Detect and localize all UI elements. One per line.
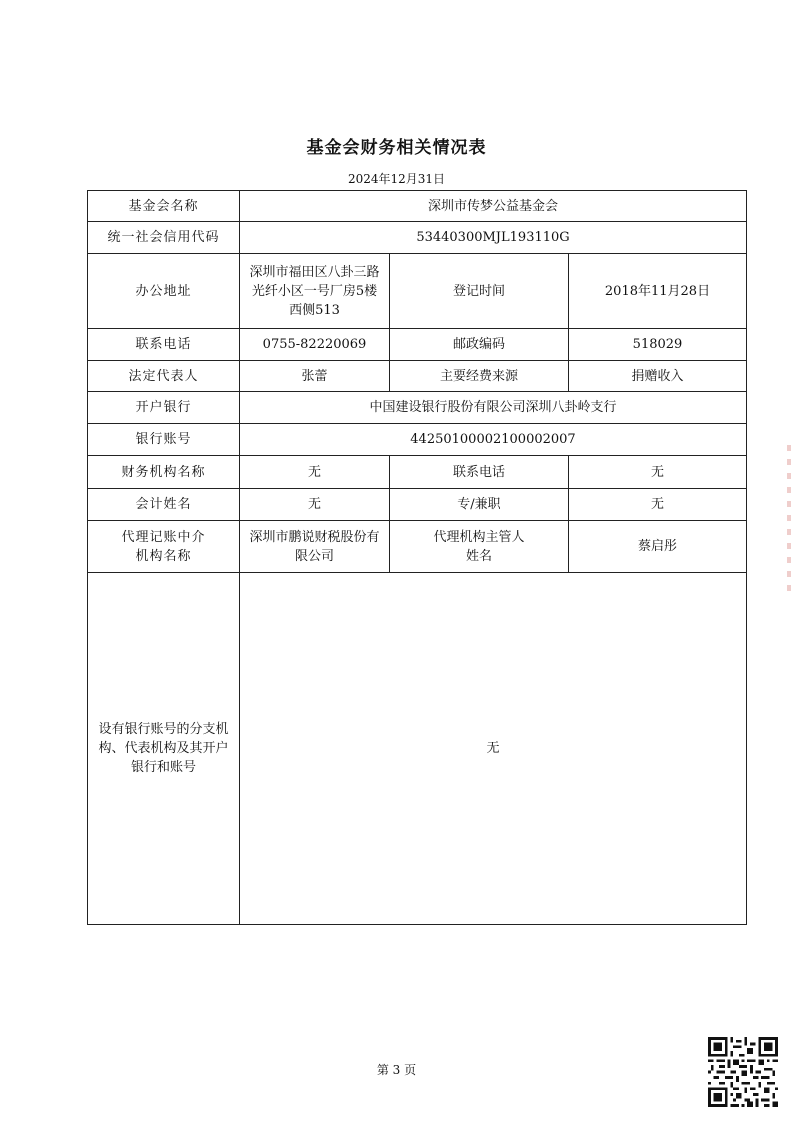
branches-value: 无 [240, 573, 747, 925]
postcode-label: 邮政编码 [390, 329, 569, 361]
legal-rep-value: 张蕾 [240, 361, 390, 392]
agent-manager-label: 代理机构主管人姓名 [390, 521, 569, 573]
table-row [88, 489, 747, 521]
report-date: 2024年12月31日 [347, 172, 446, 186]
reg-time-label: 登记时间 [390, 254, 569, 329]
account-label: 银行账号 [88, 424, 240, 456]
qr-code-icon [708, 1034, 778, 1110]
postcode-value: 518029 [569, 329, 747, 361]
name-value: 深圳市传梦公益基金会 [240, 191, 747, 222]
finance-org-label: 财务机构名称 [88, 456, 240, 489]
document-title: 基金会财务相关情况表 [306, 138, 487, 158]
fulltime-value: 无 [569, 489, 747, 521]
branches-label: 设有银行账号的分支机构、代表机构及其开户银行和账号 [88, 573, 240, 925]
scan-edge-mark [787, 445, 791, 595]
agent-label: 代理记账中介机构名称 [88, 521, 240, 573]
table-row [88, 573, 747, 925]
agent-manager-value: 蔡启彤 [569, 521, 747, 573]
table-row [88, 361, 747, 392]
table-row [88, 456, 747, 489]
name-label: 基金会名称 [88, 191, 240, 222]
table-row [88, 521, 747, 573]
page-number: 第 3 页 [376, 1063, 417, 1077]
agent-value: 深圳市鹏说财税股份有限公司 [240, 521, 390, 573]
bank-value: 中国建设银行股份有限公司深圳八卦岭支行 [240, 392, 747, 424]
table-row [88, 254, 747, 329]
accountant-label: 会计姓名 [88, 489, 240, 521]
phone-value: 0755-82220069 [240, 329, 390, 361]
finance-phone-label: 联系电话 [390, 456, 569, 489]
fulltime-label: 专/兼职 [390, 489, 569, 521]
table-row [88, 424, 747, 456]
address-value: 深圳市福田区八卦三路光纤小区一号厂房5楼西侧513 [240, 254, 390, 329]
table-row [88, 222, 747, 254]
legal-rep-label: 法定代表人 [88, 361, 240, 392]
reg-time-value: 2018年11月28日 [569, 254, 747, 329]
credit-code-value: 53440300MJL193110G [240, 222, 747, 254]
phone-label: 联系电话 [88, 329, 240, 361]
table-row [88, 191, 747, 222]
account-value: 44250100002100002007 [240, 424, 747, 456]
bank-label: 开户银行 [88, 392, 240, 424]
table-row [88, 329, 747, 361]
accountant-value: 无 [240, 489, 390, 521]
table-row [88, 392, 747, 424]
foundation-financial-table [87, 190, 747, 925]
funding-source-value: 捐赠收入 [569, 361, 747, 392]
funding-source-label: 主要经费来源 [390, 361, 569, 392]
finance-org-value: 无 [240, 456, 390, 489]
address-label: 办公地址 [88, 254, 240, 329]
credit-code-label: 统一社会信用代码 [88, 222, 240, 254]
finance-phone-value: 无 [569, 456, 747, 489]
